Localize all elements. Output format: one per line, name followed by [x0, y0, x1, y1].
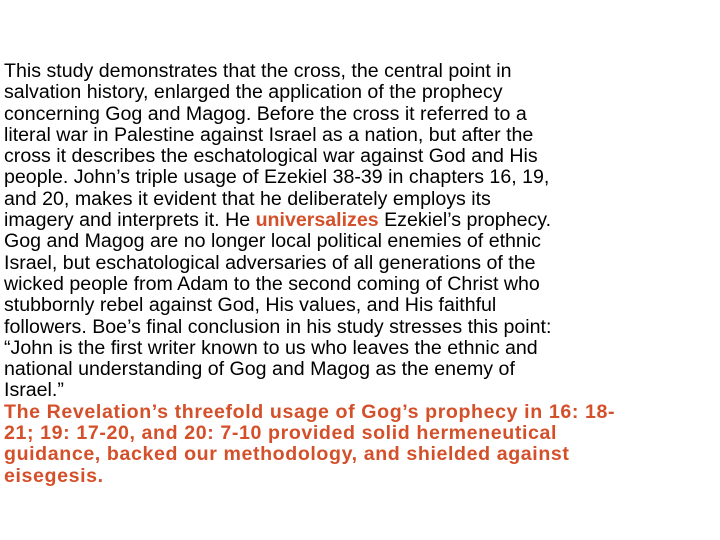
body-line-8-after: Ezekiel’s prophecy. — [378, 209, 552, 232]
body-line-9: Gog and Magog are no longer local political enemies of ethnic — [4, 230, 541, 253]
body-line-5: cross it describes the eschatological war against God and His — [4, 145, 538, 168]
conclusion-line-1: The Revelation’s threefold usage of Gog’s prophecy in 16: 18- — [4, 400, 616, 423]
body-line-11: wicked people from Adam to the second coming of Christ who — [4, 272, 540, 295]
body-line-7: and 20, makes it evident that he deliberately employs its — [4, 187, 491, 210]
body-line-15: national understanding of Gog and Magog as the enemy of — [4, 358, 515, 381]
body-line-12: stubbornly rebel against God, His values, and His faithful — [4, 294, 497, 317]
body-line-13: followers. Boe’s final conclusion in his study stresses this point: — [4, 315, 552, 338]
slide-text-block — [4, 61, 716, 487]
body-line-14: “John is the first writer known to us who leaves the ethnic and — [4, 336, 538, 359]
conclusion-line-2: 21; 19: 17-20, and 20: 7-10 provided solid hermeneutical — [4, 422, 558, 445]
body-line-16: Israel.” — [4, 379, 64, 402]
body-line-4: literal war in Palestine against Israel as a nation, but after the — [4, 123, 534, 146]
body-line-1: This study demonstrates that the cross, the central point in — [4, 60, 512, 82]
conclusion-line-3: guidance, backed our methodology, and shielded against — [4, 443, 570, 466]
conclusion-paragraph — [4, 402, 716, 487]
body-line-2: salvation history, enlarged the application of the prophecy — [4, 81, 503, 104]
conclusion-line-4: eisegesis. — [4, 464, 104, 487]
body-line-10: Israel, but eschatological adversaries of all generations of the — [4, 251, 536, 274]
body-line-6: people. John’s triple usage of Ezekiel 38-39 in chapters 16, 19, — [4, 166, 550, 189]
body-line-8 — [4, 209, 716, 232]
universalizes-emphasis: universalizes — [255, 209, 379, 232]
body-paragraph — [4, 61, 716, 402]
body-line-3: concerning Gog and Magog. Before the cross it referred to a — [4, 102, 527, 125]
body-line-8-before: imagery and interprets it. He — [4, 209, 256, 232]
